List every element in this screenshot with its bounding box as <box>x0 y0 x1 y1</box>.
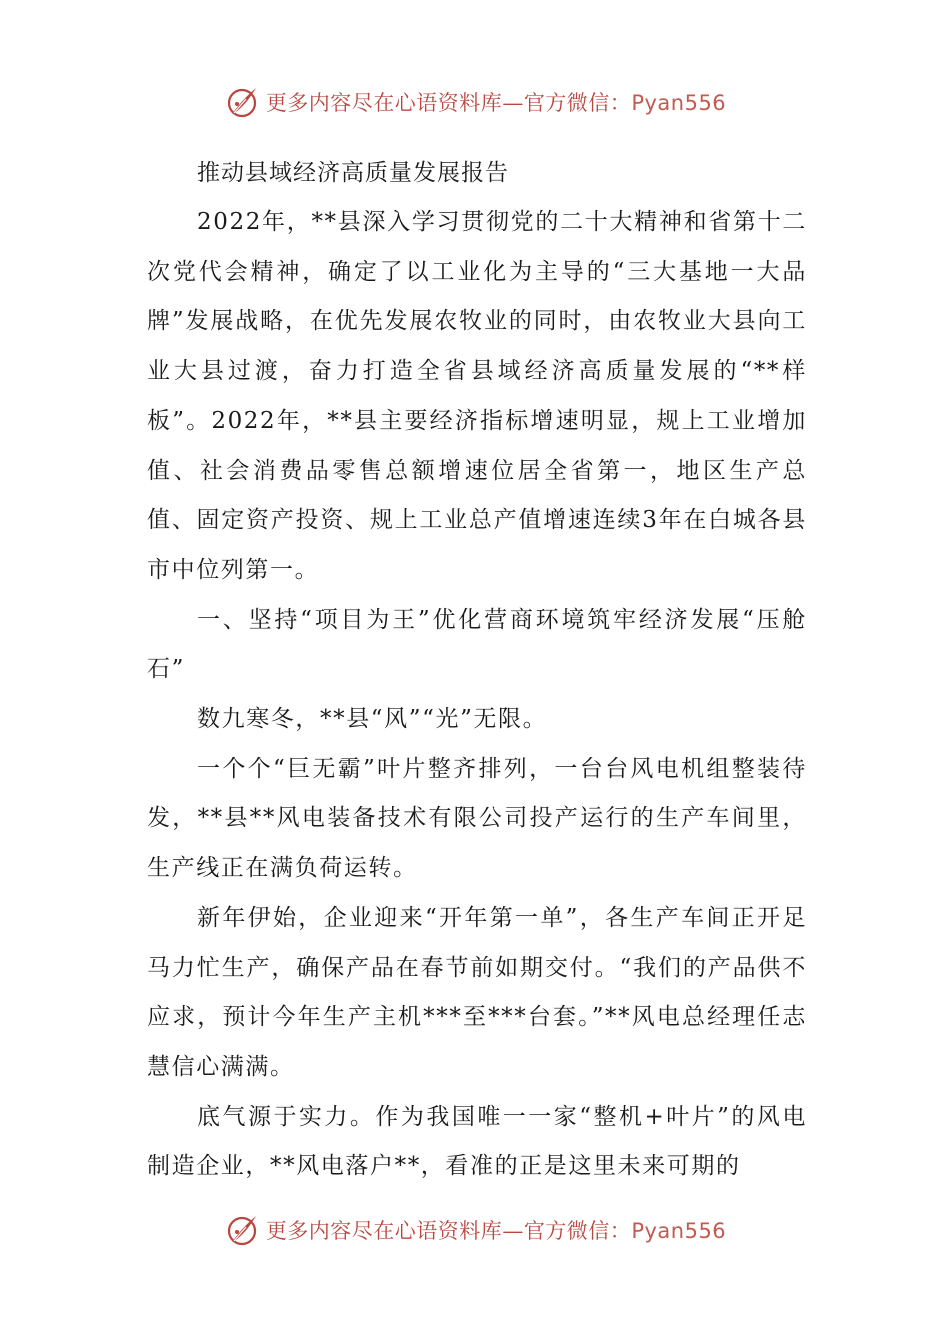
paragraph: 一个个“巨无霸”叶片整齐排列，一台台风电机组整装待发，**县**风电装备技术有限公司投产运行的生产车间里，生产线正在满负荷运转。 <box>147 755 807 882</box>
footer-banner-title: 更多内容尽在心语资料库 <box>265 1219 503 1243</box>
paragraph: 数九寒冬，**县“风”“光”无限。 <box>197 706 548 733</box>
paragraph-intro: 2022年，**县深入学习贯彻党的二十大精神和省第十二次党代会精神，确定了以工业化为主导的“三大基地一大品牌”发展战略，在优先发展农牧业的同时，由农牧业大县向工业大县过渡，奋力打造全省县域经济高质量发展的“**样板”。2022年，**县主要经济指标增速明显，规上工业增加值、社会消费品零售总额增速位居全省第一，地区生产总值、固定资产投资、规上工业总产值增速连续3年在白城各县市中位列第一。 <box>147 209 807 583</box>
paragraph: 底气源于实力。作为我国唯一一家“整机+叶片”的风电制造企业，**风电落户**，看准的正是这里未来可期的 <box>147 1103 807 1180</box>
document-title: 推动县域经济高质量发展报告 <box>197 160 509 186</box>
header-banner-wechat-label: 官方微信： <box>523 91 632 115</box>
header-banner-text <box>266 87 726 117</box>
header-banner-wechat-id: Pyan556 <box>631 91 727 115</box>
paragraph: 新年伊始，企业迎来“开年第一单”，各生产车间正开足马力忙生产，确保产品在春节前如期交付。“我们的产品供不应求，预计今年生产主机***至***台套。”**风电总经理任志慧信心满满。 <box>147 904 807 1080</box>
footer-banner-wechat-id: Pyan556 <box>631 1219 727 1243</box>
header-banner-separator: — <box>502 91 524 115</box>
quill-logo-icon <box>224 1212 260 1248</box>
header-watermark-banner <box>0 82 950 122</box>
footer-banner-text <box>266 1215 726 1245</box>
footer-banner-wechat-label: 官方微信： <box>523 1219 632 1243</box>
document-body <box>147 148 807 1192</box>
footer-banner-separator: — <box>502 1219 524 1243</box>
section-heading-1: 一、坚持“项目为王”优化营商环境筑牢经济发展“压舱石” <box>147 606 807 683</box>
quill-logo-icon <box>224 84 260 120</box>
footer-watermark-banner <box>0 1210 950 1250</box>
header-banner-title: 更多内容尽在心语资料库 <box>265 91 503 115</box>
